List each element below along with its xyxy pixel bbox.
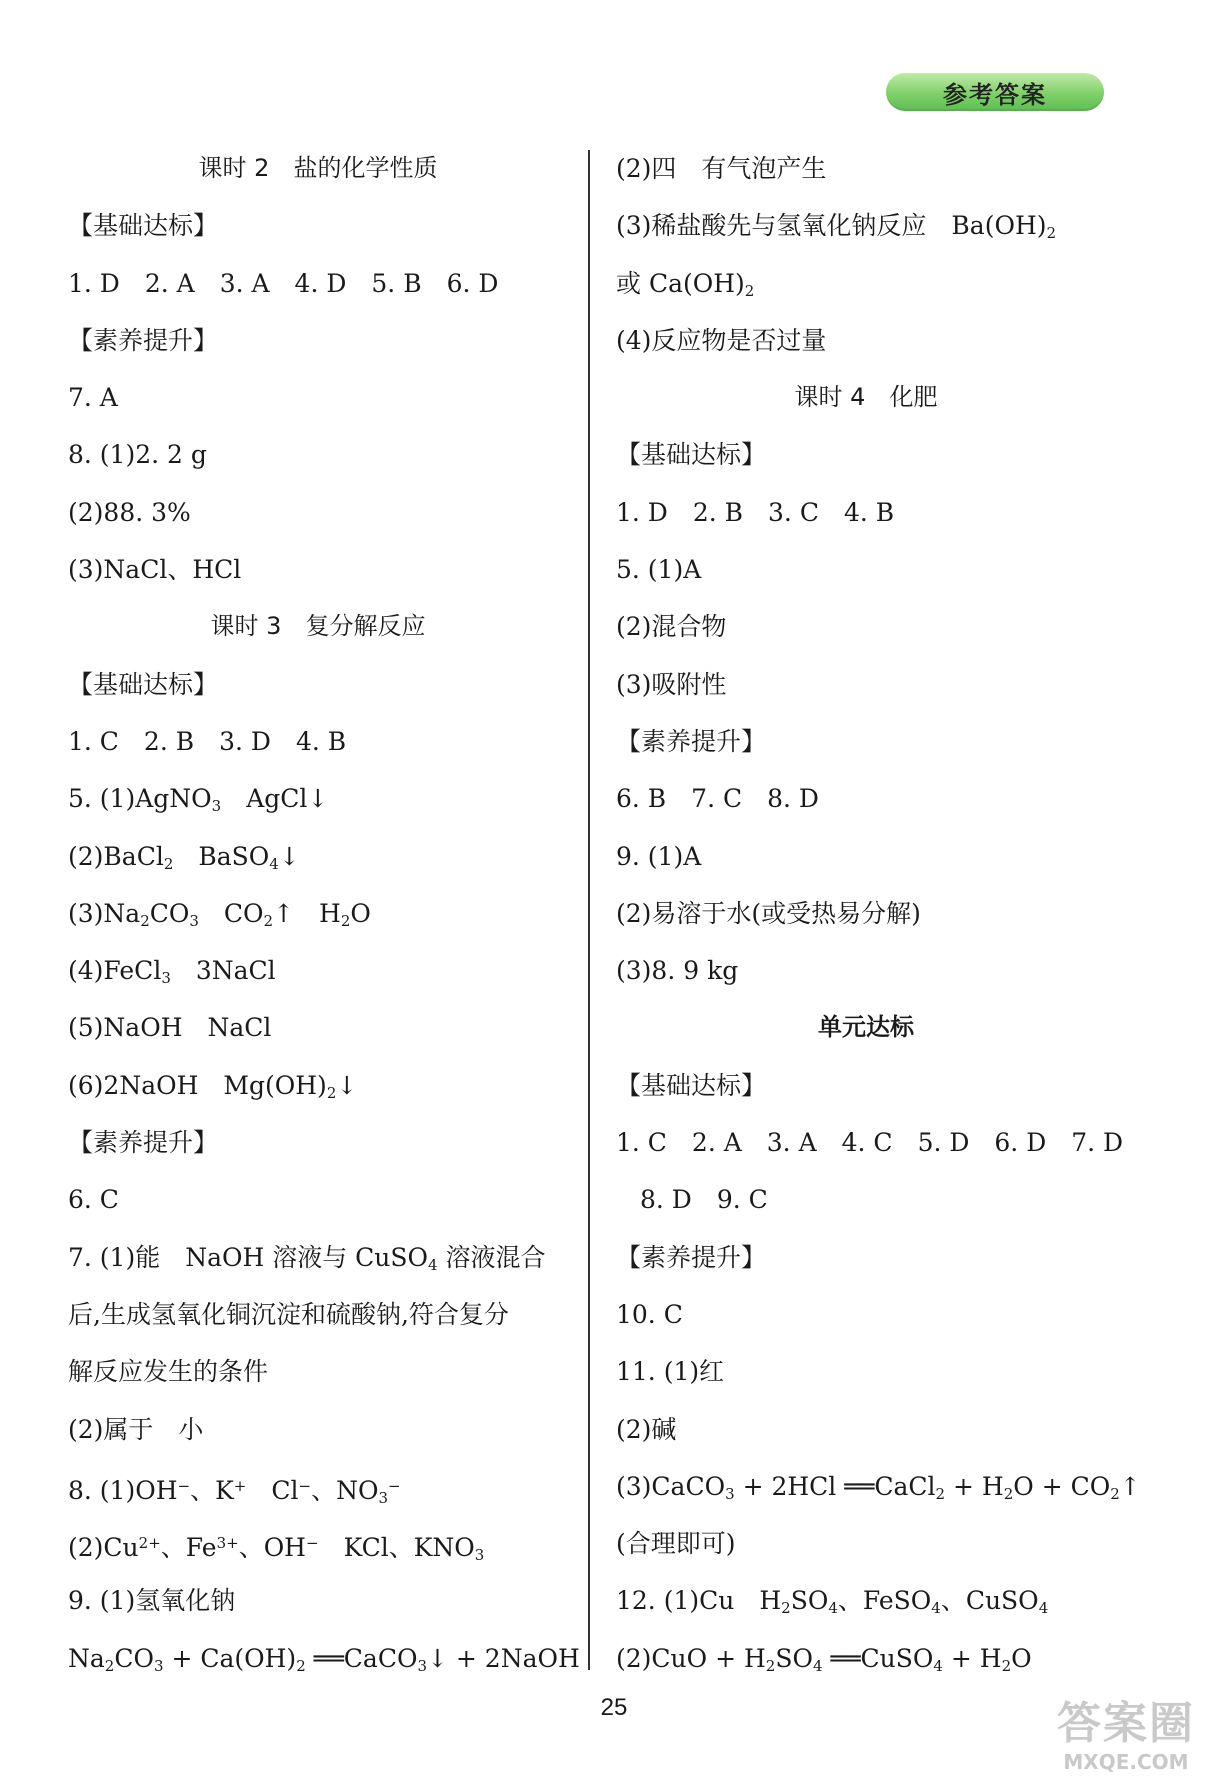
answer-line: (3)稀盐酸先与氢氧化钠反应 $Ba(OH)_2$ <box>616 211 1057 243</box>
page-number: 25 <box>600 1694 628 1721</box>
answer-line: (3)8. 9 kg <box>616 956 739 986</box>
answer-line: 11. (1)红 <box>616 1357 725 1387</box>
answer-line: 6. B 7. C 8. D <box>616 784 819 814</box>
answer-line: 或 $Ca(OH)_2$ <box>616 268 755 300</box>
answer-line: 12. (1)Cu $H_2SO_4$、FeSO$_4$、CuSO$_4$ <box>616 1586 1049 1618</box>
answer-line: (2)碱 <box>616 1414 677 1444</box>
answer-line: 1. D 2. B 3. C 4. B <box>616 497 895 527</box>
right-column <box>616 140 1141 1687</box>
answer-line: 1. C 2. A 3. A 4. C 5. D 6. D 7. D <box>616 1128 1124 1158</box>
section-heading: 课时 2 盐的化学性质 <box>198 154 438 182</box>
watermark-url: MXQE.COM <box>1063 1750 1189 1774</box>
answer-line: (3)CaCO$_3$ + 2HCl ══CaCl$_2$ + $H_2O$ + $CO_2↑$ <box>616 1471 1141 1503</box>
answer-line: (2)混合物 <box>616 612 727 642</box>
answer-line: 【基础达标】 <box>616 440 767 470</box>
answer-line: 10. C <box>616 1299 683 1329</box>
watermark-text: 答案圈 <box>1057 1698 1195 1749</box>
section-heading: 课时 3 复分解反应 <box>210 612 426 641</box>
answer-line: 8. (1)2. 2 g <box>68 440 207 470</box>
answer-line: (2)四 有气泡产生 <box>616 154 827 183</box>
answer-line: 【基础达标】 <box>68 669 219 699</box>
answer-line: 1. D 2. A 3. A 4. D 5. B 6. D <box>68 268 499 298</box>
answer-line: (合理即可) <box>616 1529 736 1559</box>
left-column <box>68 140 580 1687</box>
answer-line: (2)属于 小 <box>68 1414 204 1444</box>
answer-line: (3)吸附性 <box>616 669 727 699</box>
answer-line: (2)易溶于水(或受热易分解) <box>616 898 921 928</box>
answer-line: 5. (1)A <box>616 555 702 585</box>
answer-line: 7. A <box>68 383 118 413</box>
answer-key-badge: 参考答案 <box>886 73 1104 111</box>
answer-line: 1. C 2. B 3. D 4. B <box>68 726 347 756</box>
answer-line: $Na_2CO_3 + Ca(OH)_2$ ══CaCO$_3$↓ + 2NaOH <box>68 1643 580 1675</box>
answer-line: (4)反应物是否过量 <box>616 325 827 355</box>
section-heading: 单元达标 <box>818 1013 914 1042</box>
answer-line: 解反应发生的条件 <box>68 1357 269 1387</box>
answer-line: 【素养提升】 <box>616 1242 767 1272</box>
answer-line: 9. (1)A <box>616 841 702 871</box>
answer-line: $(3)Na_2CO_3$ $CO_2↑$ $H_2O$ <box>68 898 371 930</box>
answer-line: 【素养提升】 <box>616 726 767 756</box>
answer-line: $(2)CuO + H_2SO_4$ ══CuSO$_4$ + $H_2O$ <box>616 1643 1032 1675</box>
answer-line: (2)88. 3% <box>68 497 191 527</box>
answer-line: (2)BaCl$_2$ BaSO$_4$↓ <box>68 841 300 873</box>
answer-line: 【基础达标】 <box>68 211 219 241</box>
answer-line: 7. (1)能 NaOH 溶液与 CuSO$_4$ 溶液混合 <box>68 1242 546 1274</box>
answer-line: 8. D 9. C <box>640 1185 768 1215</box>
answer-line: (3)NaCl、HCl <box>68 555 242 585</box>
answer-line: 9. (1)氢氧化钠 <box>68 1586 236 1616</box>
answer-line: 【基础达标】 <box>616 1070 767 1100</box>
section-heading: 课时 4 化肥 <box>794 383 938 412</box>
column-divider <box>588 150 590 1670</box>
answer-line: 后,生成氢氧化铜沉淀和硫酸钠,符合复分 <box>68 1299 509 1329</box>
answer-line: 【素养提升】 <box>68 1128 219 1158</box>
answer-line: 5. (1)AgNO$_3$ AgCl↓ <box>68 784 329 816</box>
answer-line: 【素养提升】 <box>68 325 219 355</box>
answer-line: (5)NaOH NaCl <box>68 1013 272 1043</box>
watermark-logo <box>1038 1698 1214 1784</box>
answer-line: 8. (1)OH−、K+ Cl−、$NO_3^-$ <box>68 1475 401 1507</box>
answer-line: (4)FeCl$_3$ 3NaCl <box>68 956 276 988</box>
answer-line: 6. C <box>68 1185 119 1215</box>
answer-line: $(2)Cu^{2+}$、$Fe^{3+}$、OH− KCl、$KNO_3$ <box>68 1533 485 1565</box>
answer-line: (6)2NaOH $Mg(OH)_2↓$ <box>68 1070 358 1102</box>
